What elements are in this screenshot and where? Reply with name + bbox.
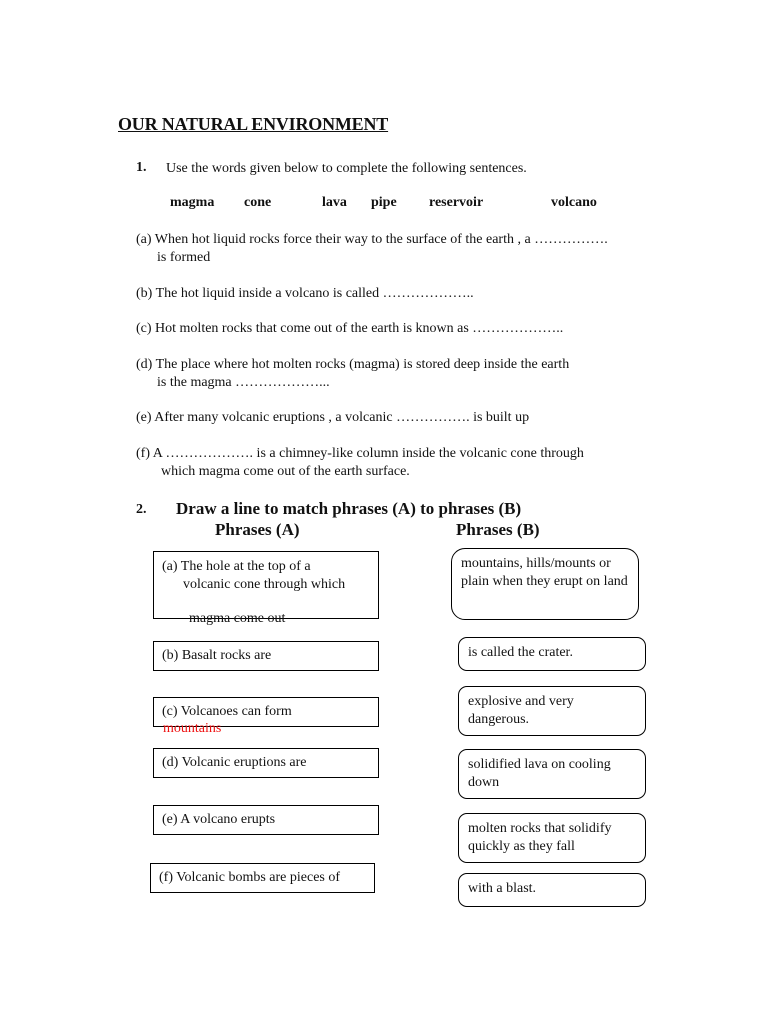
phrase-b-4-text: solidified lava on cooling down bbox=[468, 757, 611, 790]
phrase-b-6-text: with a blast. bbox=[468, 881, 537, 896]
sentence-f bbox=[136, 445, 584, 481]
phrase-a-line3: magma come out bbox=[189, 611, 286, 626]
column-a-heading: Phrases (A) bbox=[215, 520, 300, 539]
sentence-c-line1: (c) Hot molten rocks that come out of the earth is known as ……………….. bbox=[136, 321, 564, 336]
sentence-f-line1: (f) A ………………. is a chimney-like column inside the volcanic cone through bbox=[136, 446, 584, 461]
word-volcano: volcano bbox=[551, 195, 597, 210]
phrase-b-text: (b) Basalt rocks are bbox=[162, 648, 272, 663]
sentence-b bbox=[136, 285, 474, 303]
phrase-b-box-6[interactable] bbox=[458, 873, 646, 907]
handwritten-note: mountains bbox=[163, 721, 222, 736]
sentence-d bbox=[136, 356, 569, 392]
phrase-a-box-e[interactable] bbox=[153, 805, 379, 835]
sentence-f-line2: which magma come out of the earth surface. bbox=[161, 464, 410, 479]
word-pipe: pipe bbox=[371, 195, 397, 210]
phrase-a-line1: (a) The hole at the top of a bbox=[162, 559, 311, 574]
phrase-b-2-text: is called the crater. bbox=[468, 645, 573, 660]
phrase-a-box-d[interactable] bbox=[153, 748, 379, 778]
phrase-b-box-3[interactable] bbox=[458, 686, 646, 736]
sentence-a-line2: is formed bbox=[157, 250, 211, 265]
phrase-a-box-a[interactable] bbox=[153, 551, 379, 619]
word-reservoir: reservoir bbox=[429, 195, 484, 210]
phrase-b-box-2[interactable] bbox=[458, 637, 646, 671]
phrase-f-text: (f) Volcanic bombs are pieces of bbox=[159, 870, 341, 885]
word-lava: lava bbox=[322, 195, 347, 210]
sentence-c bbox=[136, 320, 563, 338]
column-b-heading: Phrases (B) bbox=[456, 520, 540, 539]
phrase-a-line2: volcanic cone through which bbox=[183, 577, 346, 592]
question-2-number: 2. bbox=[136, 502, 147, 517]
phrase-e-text: (e) A volcano erupts bbox=[162, 812, 276, 827]
phrase-b-box-1[interactable] bbox=[451, 548, 639, 620]
phrase-b-5-text: molten rocks that solidify quickly as they fall bbox=[468, 821, 612, 854]
word-cone: cone bbox=[244, 195, 272, 210]
sentence-a-line1: (a) When hot liquid rocks force their way to the surface of the earth , a ……………. bbox=[136, 232, 608, 247]
phrase-a-box-f[interactable] bbox=[150, 863, 375, 893]
sentence-a bbox=[136, 231, 608, 267]
sentence-b-line1: (b) The hot liquid inside a volcano is called ……………….. bbox=[136, 286, 474, 301]
phrase-c-text: (c) Volcanoes can form bbox=[162, 704, 292, 719]
sentence-d-line1: (d) The place where hot molten rocks (magma) is stored deep inside the earth bbox=[136, 357, 570, 372]
phrase-d-text: (d) Volcanic eruptions are bbox=[162, 755, 307, 770]
phrase-b-box-4[interactable] bbox=[458, 749, 646, 799]
phrase-b-box-5[interactable] bbox=[458, 813, 646, 863]
phrase-b-3-text: explosive and very dangerous. bbox=[468, 694, 574, 727]
question-2-instruction: Draw a line to match phrases (A) to phrases (B) bbox=[176, 499, 522, 518]
question-1-number: 1. bbox=[136, 160, 147, 175]
sentence-e bbox=[136, 409, 529, 427]
sentence-d-line2: is the magma ………………... bbox=[157, 375, 330, 390]
sentence-e-line1: (e) After many volcanic eruptions , a volcanic ……………. is built up bbox=[136, 410, 530, 425]
phrase-b-1-text: mountains, hills/mounts or plain when they erupt on land bbox=[461, 556, 628, 589]
word-magma: magma bbox=[170, 195, 215, 210]
question-1-instruction: Use the words given below to complete the following sentences. bbox=[166, 161, 527, 176]
phrase-a-box-b[interactable] bbox=[153, 641, 379, 671]
page-title: OUR NATURAL ENVIRONMENT bbox=[118, 114, 389, 134]
